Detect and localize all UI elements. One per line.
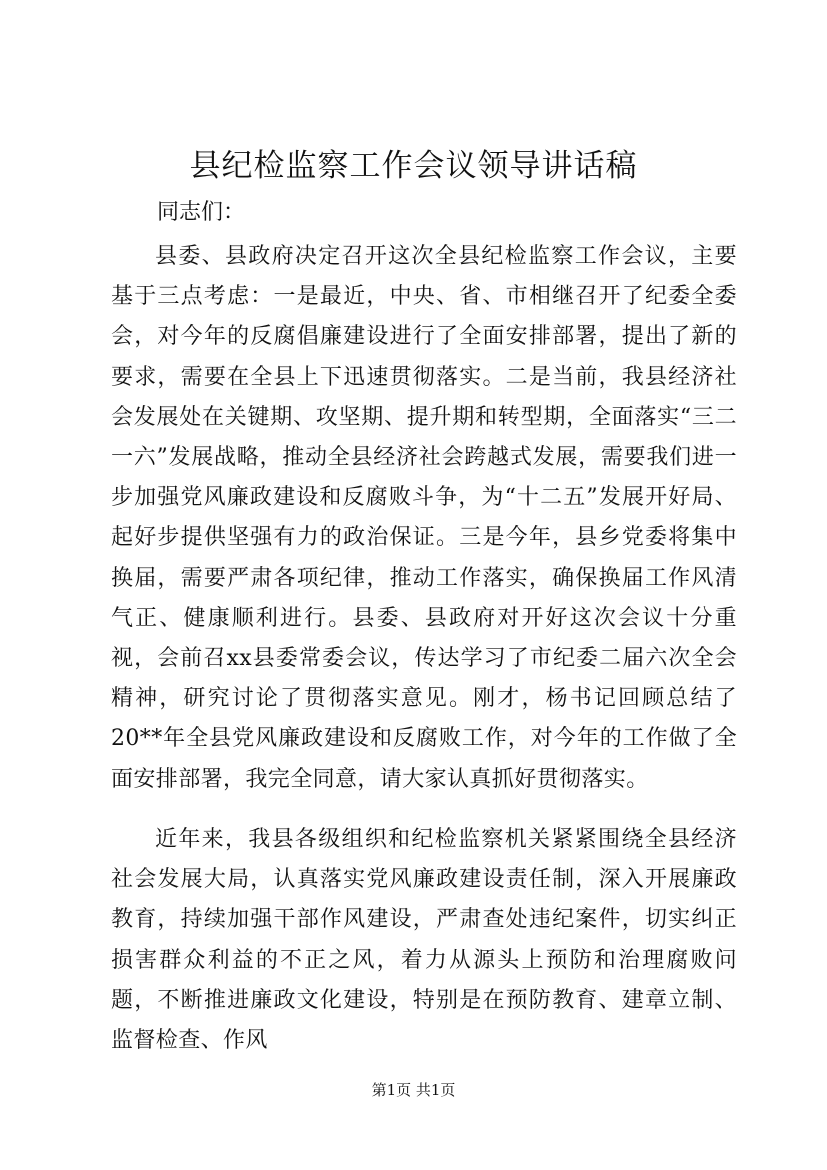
- paragraph-1: 县委、县政府决定召开这次全县纪检监察工作会议，主要基于三点考虑：一是最近，中央、省、市相继召开了纪委全委会，对今年的反腐倡廉建设进行了全面安排部署，提出了新的要求，需要在全县上下迅速贯彻落实。二是当前，我县经济社会发展处在关键期、攻坚期、提升期和转型期，全面落实“三二一六”发展战略，推动全县经济社会跨越式发展，需要我们进一步加强党风廉政建设和反腐败斗争，为“十二五”发展开好局、起好步提供坚强有力的政治保证。三是今年，县乡党委将集中换届，需要严肃各项纪律，推动工作落实，确保换届工作风清气正、健康顺利进行。县委、县政府对开好这次会议十分重视，会前召xx县委常委会议，传达学习了市纪委二届六次全会精神，研究讨论了贯彻落实意见。刚才，杨书记回顾总结了20**年全县党风廉政建设和反腐败工作，对今年的工作做了全面安排部署，我完全同意，请大家认真抓好贯彻落实。: [111, 244, 737, 792]
- page-footer: 第1页 共1页: [371, 1081, 456, 1099]
- salutation: 同志们：: [157, 200, 246, 225]
- paragraph-2: 近年来，我县各级组织和纪检监察机关紧紧围绕全县经济社会发展大局，认真落实党风廉政建设责任制，深入开展廉政教育，持续加强干部作风建设，严肃查处违纪案件，切实纠正损害群众利益的不正之风，着力从源头上预防和治理腐败问题，不断推进廉政文化建设，特别是在预防教育、建章立制、监督检查、作风: [111, 827, 737, 1054]
- document-title: 县纪检监察工作会议领导讲话稿: [189, 148, 638, 184]
